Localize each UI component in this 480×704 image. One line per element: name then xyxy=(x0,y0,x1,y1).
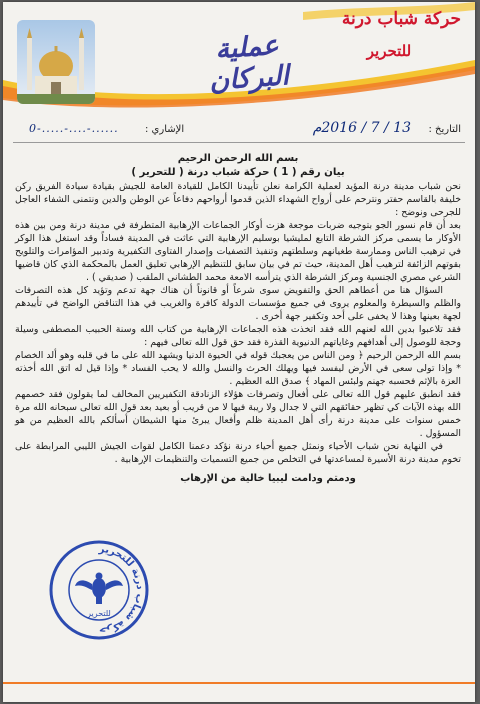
date-value: 13 / 7 / 2016م xyxy=(312,120,411,136)
organization-stamp xyxy=(47,538,151,642)
reference-label: الإشاري : xyxy=(145,124,185,135)
paragraph-5: فقد انطبق عليهم قول الله تعالى على أفعال وتصرفات هؤلاء الزنادقة التكفيريين المخالف لما يقولون فقد خصمهم الله بهذه الآيات كي تظهر حقائقهم التي لا جدال ولا ريبة فيها لا من قريب أو بعيد بعد قول الله تعالى سبحانه الله مرة خمس سنوات على مدينة درنة رأى أهل المدينة ظلم وأفعال يبرئ منها الشيطان أسألكم بالله العظيم من هو المسؤول . xyxy=(15,389,461,439)
reference-row xyxy=(13,120,465,142)
paragraph-4: فقد تلاعبوا بدين الله لعنهم الله فقد اتخذت هذه الجماعات الإرهابية من كتاب الله وسنة الحبيب المصطفى وسيلة وحجة للوصول إلى أهدافهم وغاياتهم الدنيوية القذرة فقد حق قول الله تعالى فيهم : xyxy=(15,324,461,348)
paragraph-3: السؤال هنا من أعطاهم الحق والتفويض سوى شرعاً أو قانوناً أن هناك جهة تدعم وتؤيد كل هذه التصرفات والظلم والسيطرة والمعلوم يروى في جميع مؤسسات الدولة كافرة والغريب في هذا التناقض الواضح في تأييدهم لجهة بعينها وهذا لا يخفى على أحد وتكفير جهة أخرى . xyxy=(15,285,461,322)
paragraph-2: بعد أن قام نسور الجو بتوجيه ضربات موجعة هزت أوكار الجماعات الإرهابية المتطرفة في مدينة درنة ومن بين هذه الأوكار ما يسمى مركز الشرطة التابع لمليشيا بوسليم الإرهابية التي عاثت في المدينة فساداً وقد استغل هذا الوكر في ترهيب الناس وممارسة طغيانهم وسلطتهم وتنفيذ التصفيات وإصدار الفتاوى التكفيرية وتدبير المؤامرات والتلويح بقوتهم الزائفة لترهيب أهل المدينة، حيث تم في بيان سابق للتنظيم الإرهابي تعليق العمل بالمحكمة الذي كان قاضيها الشرعي مصري الجنسية ومركز الشرطة الذي يترأسه الامعة محمد الطشاني الملقب ( صديقي ) . xyxy=(15,220,461,283)
eagle-emblem-icon xyxy=(75,573,123,605)
reference-value: ......-....-.....-0 xyxy=(29,122,119,135)
paragraph-6: في النهاية نحن شباب الأحياء ونمثل جميع أحياء درنة نؤكد دعمنا الكامل لقوات الجيش الليبي المرابطة على تخوم مدينة درنة الأسيرة لمساعدتها في التخلص من جميع التسميات والتنظيمات الإرهابية . xyxy=(15,441,461,465)
letterhead xyxy=(3,2,475,114)
mosque-icon xyxy=(17,20,95,104)
stamp-bottom-text: للتحرير xyxy=(87,609,111,618)
letter-page xyxy=(3,2,475,702)
organization-name: حركة شباب درنة xyxy=(341,9,461,29)
paragraph-1: نحن شباب مدينة درنة المؤيد لعملية الكرامة نعلن تأييدنا الكامل للقيادة العامة للجيش بقيادة سيادة الفريق ركن خليفة بالقاسم حفتر ونترحم على أرواح الشهداء الذين قدموا أرواحهم دفاعاً عن الوطن والدين ونتمنى الشفاء العاجل للجرحى ونوضح : xyxy=(15,181,461,218)
header-divider xyxy=(13,142,465,143)
organization-subtitle: للتحرير xyxy=(366,42,412,60)
statement-body xyxy=(15,152,461,485)
basmala: بسم الله الرحمن الرحيم xyxy=(177,153,299,164)
stamp-ring-text: حركة شباب درنة للتحرير xyxy=(98,543,146,637)
statement-title: بيان رقم ( 1 ) حركة شباب درنة ( للتحرير ) xyxy=(131,167,345,178)
operation-title: عملية البركان xyxy=(208,29,290,97)
date-label: التاريخ : xyxy=(428,124,461,135)
closing-line: ودمتم ودامت ليبيا خالية من الإرهاب xyxy=(180,473,356,484)
footer-line xyxy=(3,682,475,684)
mosque-logo xyxy=(17,20,95,104)
paragraph-quran: بسم الله الرحمن الرحيم ﴿ ومن الناس من يعجبك قوله في الحيوة الدنيا ويشهد الله على ما في قلبه وهو ألد الخصام * وإذا تولى سعى في الأرض ليفسد فيها ويهلك الحرث والنسل والله لا يحب الفساد * وإذا قيل له اتق الله أخذته العزة بالإثم فحسبه جهنم ولبئس المهاد ﴾ صدق الله العظيم . xyxy=(15,350,461,387)
